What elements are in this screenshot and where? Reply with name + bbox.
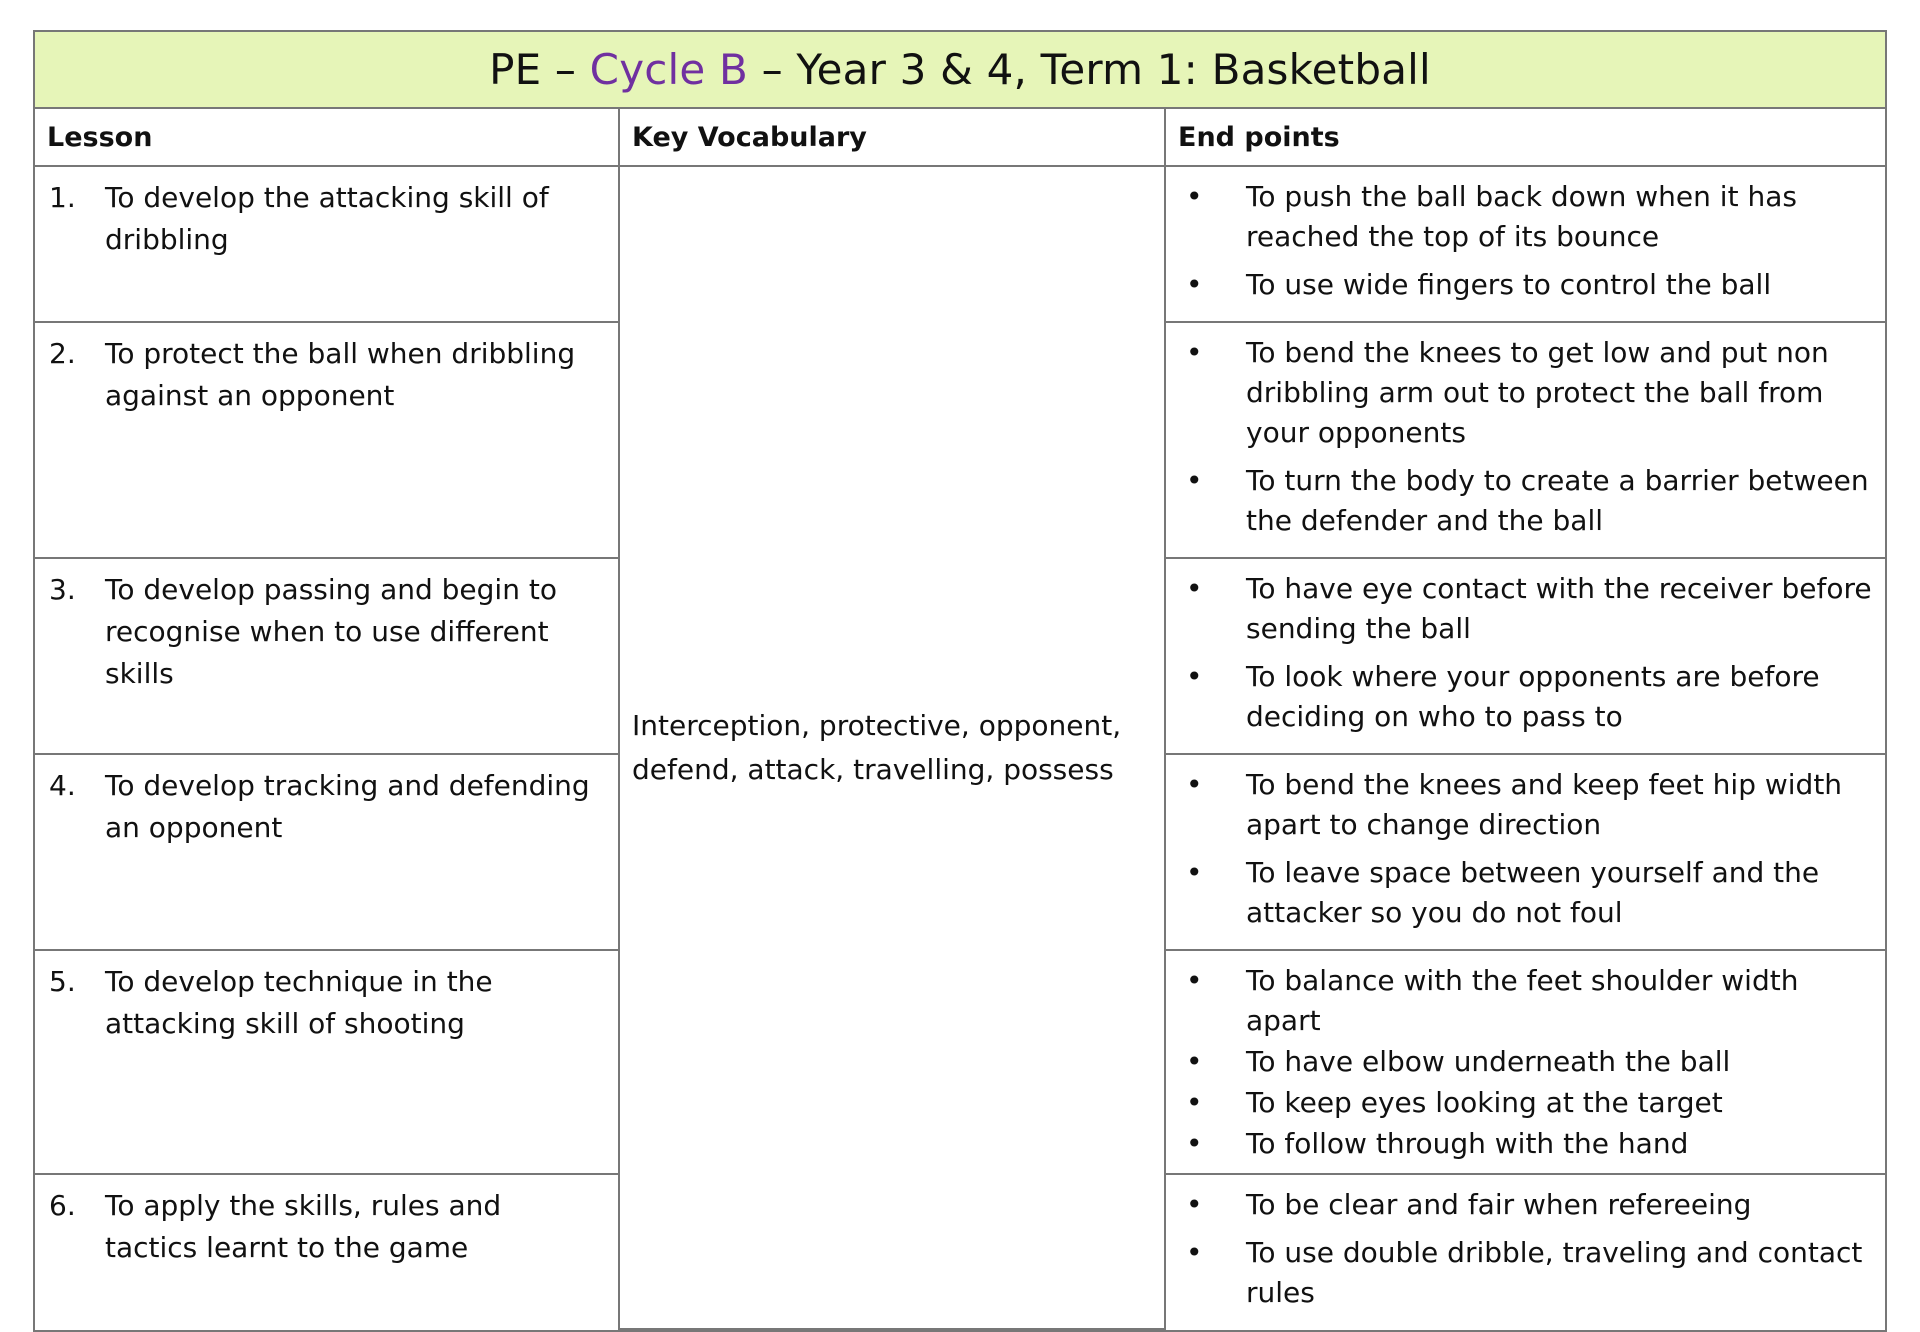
title-accent: Cycle B — [589, 45, 749, 94]
key-vocabulary-cell — [619, 166, 1165, 1329]
end-point-text: To bend the knees to get low and put non dribbling arm out to protect the ball from your opponents — [1246, 336, 1829, 449]
end-point-text: To keep eyes looking at the target — [1246, 1086, 1723, 1119]
lesson-cell — [35, 754, 619, 950]
end-points-list — [1186, 1185, 1873, 1313]
lesson-number: 2. — [49, 337, 76, 370]
end-point-item — [1186, 961, 1873, 1041]
bullet-icon: • — [1186, 1045, 1203, 1078]
title-prefix: PE – — [489, 45, 577, 94]
end-point-text: To bend the knees and keep feet hip width apart to change direction — [1246, 768, 1843, 841]
lesson-cell — [35, 322, 619, 558]
end-points-cell — [1165, 166, 1885, 322]
end-point-item — [1186, 333, 1873, 453]
bullet-icon: • — [1186, 336, 1203, 369]
end-point-text: To have elbow underneath the ball — [1246, 1045, 1731, 1078]
bullet-icon: • — [1186, 1236, 1203, 1269]
end-points-cell — [1165, 1174, 1885, 1329]
end-points-cell — [1165, 322, 1885, 558]
header-key-vocabulary: Key Vocabulary — [619, 109, 1165, 166]
bullet-icon: • — [1186, 1086, 1203, 1119]
bullet-icon: • — [1186, 180, 1203, 213]
end-points-cell — [1165, 754, 1885, 950]
bullet-icon: • — [1186, 856, 1203, 889]
lesson-cell — [35, 950, 619, 1174]
bullet-icon: • — [1186, 964, 1203, 997]
end-point-text: To look where your opponents are before deciding on who to pass to — [1246, 660, 1820, 733]
end-point-text: To have eye contact with the receiver before sending the ball — [1246, 572, 1872, 645]
lesson-cell — [35, 558, 619, 754]
end-points-list — [1186, 569, 1873, 737]
end-point-text: To balance with the feet shoulder width apart — [1246, 964, 1799, 1037]
lesson-cell — [35, 166, 619, 322]
lesson-number: 3. — [49, 573, 76, 606]
lesson-objective: To develop tracking and defending an opponent — [105, 769, 590, 844]
title-suffix: – Year 3 & 4, Term 1: Basketball — [761, 45, 1431, 94]
lesson-number: 6. — [49, 1189, 76, 1222]
bullet-icon: • — [1186, 464, 1203, 497]
lesson-row — [35, 166, 1885, 322]
header-row — [35, 109, 1885, 166]
end-points-list — [1186, 765, 1873, 933]
lesson-number: 4. — [49, 769, 76, 802]
curriculum-sheet — [33, 30, 1887, 1332]
end-point-item — [1186, 265, 1873, 305]
key-vocabulary-text: Interception, protective, opponent, defend, attack, travelling, possess — [632, 708, 1122, 786]
lesson-objective: To develop passing and begin to recognise when to use different skills — [105, 573, 557, 690]
end-points-cell — [1165, 950, 1885, 1174]
lesson-number: 1. — [49, 181, 76, 214]
bullet-icon: • — [1186, 572, 1203, 605]
end-point-text: To push the ball back down when it has reached the top of its bounce — [1246, 180, 1797, 253]
end-points-list — [1186, 333, 1873, 541]
end-point-item — [1186, 1233, 1873, 1313]
end-point-item — [1186, 853, 1873, 933]
lesson-cell — [35, 1174, 619, 1329]
lesson-table — [35, 109, 1885, 1330]
lesson-objective: To protect the ball when dribbling against an opponent — [105, 337, 576, 412]
end-point-text: To use wide fingers to control the ball — [1246, 268, 1772, 301]
lesson-objective: To develop the attacking skill of dribbling — [105, 181, 549, 256]
end-point-item — [1186, 1185, 1873, 1225]
end-point-text: To be clear and fair when refereeing — [1246, 1188, 1752, 1221]
end-point-text: To turn the body to create a barrier between the defender and the ball — [1246, 464, 1869, 537]
bullet-icon: • — [1186, 660, 1203, 693]
end-points-list — [1186, 961, 1873, 1164]
end-points-cell — [1165, 558, 1885, 754]
end-point-item — [1186, 657, 1873, 737]
end-point-item — [1186, 569, 1873, 649]
end-point-text: To leave space between yourself and the attacker so you do not foul — [1246, 856, 1820, 929]
end-point-item — [1186, 461, 1873, 541]
end-point-item — [1186, 1042, 1873, 1082]
end-point-item — [1186, 177, 1873, 257]
lesson-number: 5. — [49, 965, 76, 998]
end-point-item — [1186, 765, 1873, 845]
bullet-icon: • — [1186, 268, 1203, 301]
lesson-objective: To develop technique in the attacking skill of shooting — [105, 965, 493, 1040]
end-point-item — [1186, 1124, 1873, 1164]
bullet-icon: • — [1186, 1188, 1203, 1221]
end-point-item — [1186, 1083, 1873, 1123]
end-points-list — [1186, 177, 1873, 305]
header-lesson: Lesson — [35, 109, 619, 166]
end-point-text: To follow through with the hand — [1246, 1127, 1689, 1160]
lesson-objective: To apply the skills, rules and tactics learnt to the game — [105, 1189, 502, 1264]
page-title — [35, 32, 1885, 109]
header-end-points: End points — [1165, 109, 1885, 166]
bullet-icon: • — [1186, 1127, 1203, 1160]
end-point-text: To use double dribble, traveling and contact rules — [1246, 1236, 1863, 1309]
bullet-icon: • — [1186, 768, 1203, 801]
